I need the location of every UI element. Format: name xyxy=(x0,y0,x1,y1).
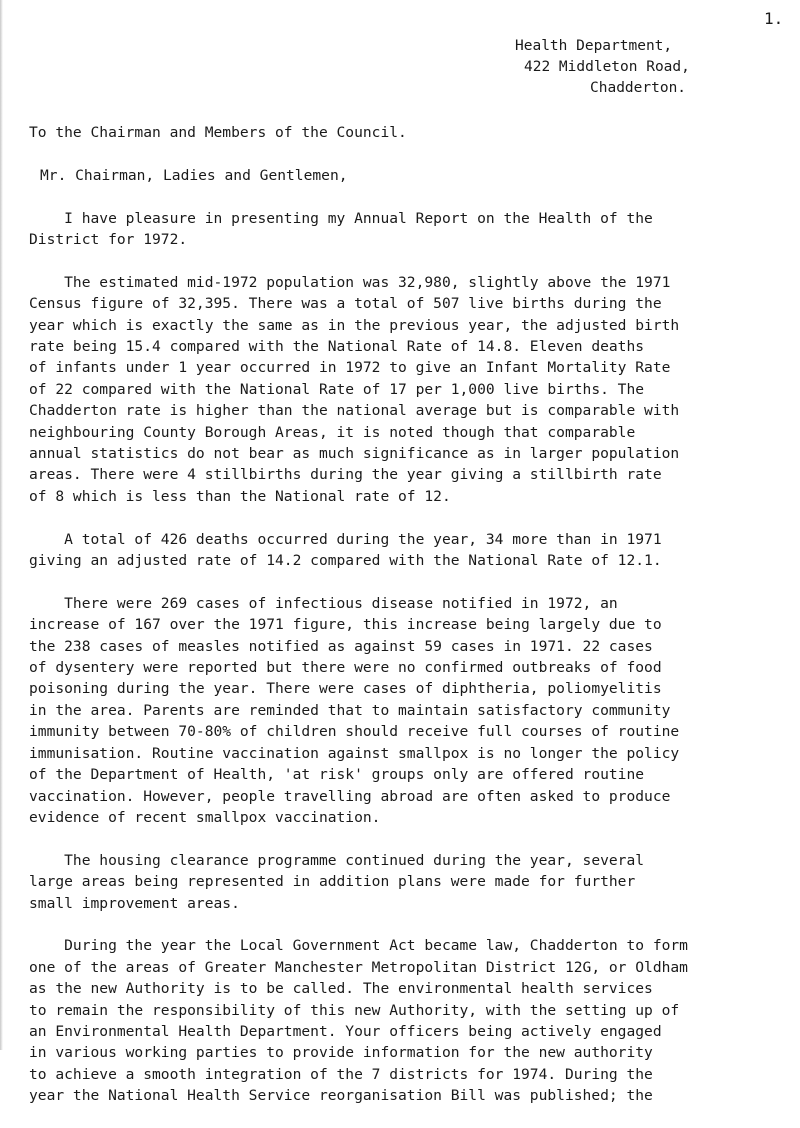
paragraph-line: of 8 which is less than the National rate of 12. xyxy=(29,487,451,505)
paragraph-line: of infants under 1 year occurred in 1972 to give an Infant Mortality Rate xyxy=(29,359,671,377)
sender-address xyxy=(515,36,690,99)
paragraph-line: The estimated mid-1972 population was 32,980, slightly above the 1971 xyxy=(29,273,671,291)
paragraph-line: vaccination. However, people travelling abroad are often asked to produce xyxy=(29,787,671,805)
body-paragraph xyxy=(29,850,769,914)
paragraph-line: There were 269 cases of infectious disease notified in 1972, an xyxy=(29,594,618,612)
greeting-line: Mr. Chairman, Ladies and Gentlemen, xyxy=(40,166,348,184)
paragraph-line: in the area. Parents are reminded that to maintain satisfactory community xyxy=(29,701,671,719)
paragraph-line: poisoning during the year. There were cases of diphtheria, poliomyelitis xyxy=(29,680,662,698)
paragraph-line: of the Department of Health, 'at risk' groups only are offered routine xyxy=(29,766,645,784)
paragraph-line: neighbouring County Borough Areas, it is noted though that comparable xyxy=(29,423,636,441)
paragraph-line: During the year the Local Government Act became law, Chadderton to form xyxy=(29,937,688,955)
paragraph-line: immunisation. Routine vaccination against smallpox is no longer the policy xyxy=(29,744,680,762)
paragraph-line: I have pleasure in presenting my Annual Report on the Health of the xyxy=(29,209,653,227)
paragraph-line: to achieve a smooth integration of the 7 districts for 1974. During the xyxy=(29,1065,653,1083)
page-number: 1. xyxy=(764,9,784,28)
paragraph-line: evidence of recent smallpox vaccination. xyxy=(29,808,381,826)
paragraph-line: small improvement areas. xyxy=(29,894,240,912)
paragraph-line: A total of 426 deaths occurred during the year, 34 more than in 1971 xyxy=(29,530,662,548)
paragraph-line: rate being 15.4 compared with the National Rate of 14.8. Eleven deaths xyxy=(29,338,645,356)
paragraph-line: the 238 cases of measles notified as against 59 cases in 1971. 22 cases xyxy=(29,637,653,655)
page-edge-shadow xyxy=(0,0,3,1050)
paragraph-line: year the National Health Service reorganisation Bill was published; the xyxy=(29,1087,653,1105)
paragraph-line: one of the areas of Greater Manchester Metropolitan District 12G, or Oldham xyxy=(29,958,688,976)
paragraph-line: increase of 167 over the 1971 figure, this increase being largely due to xyxy=(29,616,662,634)
paragraph-line: year which is exactly the same as in the previous year, the adjusted birth xyxy=(29,316,680,334)
paragraph-line: District for 1972. xyxy=(29,231,188,248)
paragraph-line: The housing clearance programme continued during the year, several xyxy=(29,851,645,869)
paragraph-line: Census figure of 32,395. There was a total of 507 live births during the xyxy=(29,295,662,313)
paragraph-line: immunity between 70-80% of children should receive full courses of routine xyxy=(29,723,680,741)
paragraph-line: areas. There were 4 stillbirths during the year giving a stillbirth rate xyxy=(29,466,662,484)
paragraph-line: of 22 compared with the National Rate of 17 per 1,000 live births. The xyxy=(29,380,645,398)
body-paragraph xyxy=(29,935,769,1106)
paragraph-line: of dysentery were reported but there were no confirmed outbreaks of food xyxy=(29,659,662,677)
body-paragraph xyxy=(29,593,769,828)
addressee-line: To the Chairman and Members of the Council. xyxy=(29,124,407,141)
letter-body xyxy=(29,122,769,1128)
address-line-town: Chadderton. xyxy=(590,80,687,96)
body-paragraph xyxy=(29,208,769,251)
paragraph-line: an Environmental Health Department. Your officers being actively engaged xyxy=(29,1022,662,1040)
address-line-department: Health Department, xyxy=(515,38,673,54)
paragraph-line: to remain the responsibility of this new Authority, with the setting up of xyxy=(29,1001,680,1019)
body-paragraph xyxy=(29,529,769,572)
body-paragraph xyxy=(29,272,769,507)
report-paragraphs xyxy=(29,208,769,1107)
paragraph-line: annual statistics do not bear as much significance as in larger population xyxy=(29,445,680,463)
paragraph-line: giving an adjusted rate of 14.2 compared with the National Rate of 12.1. xyxy=(29,552,662,570)
paragraph-line: large areas being represented in addition plans were made for further xyxy=(29,873,636,891)
paragraph-line: Chadderton rate is higher than the national average but is comparable with xyxy=(29,402,680,420)
paragraph-line: in various working parties to provide information for the new authority xyxy=(29,1044,653,1062)
paragraph-line: as the new Authority is to be called. The environmental health services xyxy=(29,980,653,998)
address-line-street: 422 Middleton Road, xyxy=(524,59,690,75)
